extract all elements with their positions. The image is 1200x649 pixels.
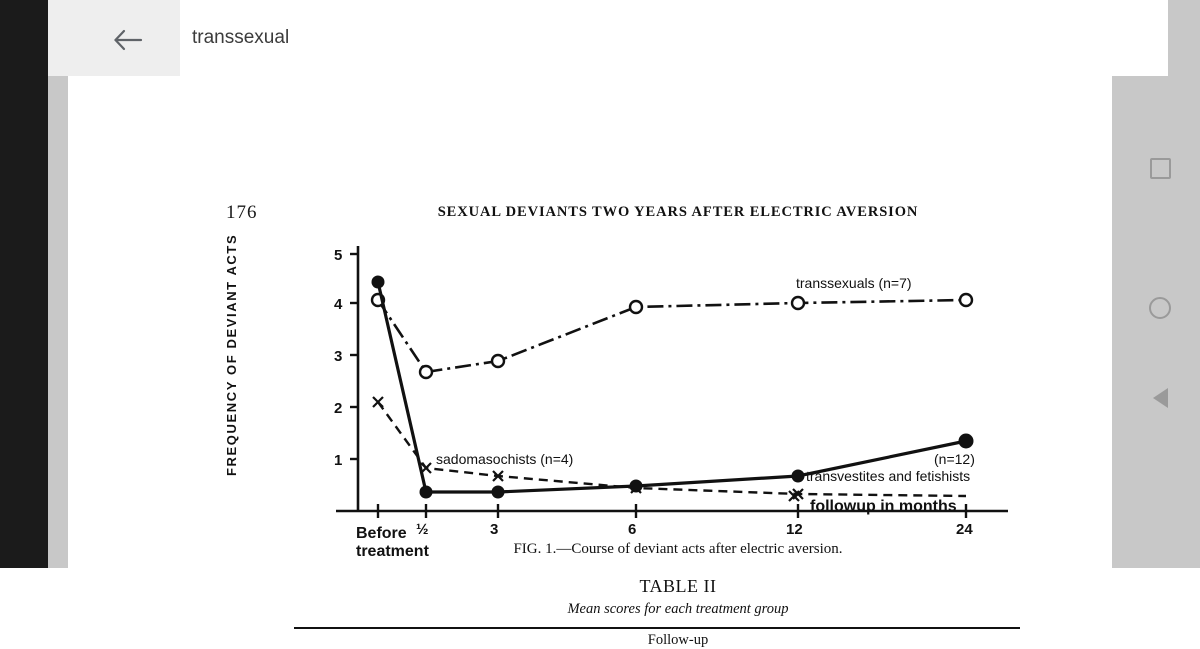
x-label-before-line1: Before — [356, 525, 407, 542]
search-input[interactable] — [180, 0, 1168, 76]
x-tick-12: 12 — [786, 521, 803, 538]
triangle-back-icon[interactable] — [1140, 378, 1180, 418]
series-label-sadomasochists: sadomasochists (n=4) — [436, 451, 574, 467]
x-label-before-line2: treatment — [356, 543, 429, 556]
table-heading: TABLE II — [639, 576, 717, 596]
circle-home-icon[interactable] — [1140, 288, 1180, 328]
series-label-transvestites: transvestites and fetishists — [806, 468, 971, 484]
y-axis-title: FREQUENCY OF DEVIANT ACTS — [224, 233, 239, 476]
figure-caption: FIG. 1.—Course of deviant acts after electric aversion. — [513, 541, 843, 557]
square-recents-icon[interactable] — [1140, 148, 1180, 188]
x-tick-24: 24 — [956, 521, 973, 538]
x-tick-3: 3 — [490, 521, 499, 538]
series-label-transsexuals: transsexuals (n=7) — [796, 275, 912, 291]
y-tick-4: 4 — [334, 296, 343, 313]
document-page — [68, 76, 1112, 648]
figure-1-chart — [218, 226, 1018, 556]
top-search-bar — [48, 0, 1120, 76]
page-number: 176 — [226, 202, 258, 223]
y-axis-ticks — [334, 247, 358, 469]
x-tick-6: 6 — [628, 521, 637, 538]
y-tick-1: 1 — [334, 452, 343, 469]
right-rail — [1120, 0, 1200, 568]
x-tick-half: ½ — [416, 521, 429, 538]
table-top-rule — [294, 627, 1020, 629]
arrow-left-icon[interactable] — [106, 18, 150, 62]
x-axis-title: followup in months — [810, 498, 957, 515]
y-tick-2: 2 — [334, 400, 343, 417]
search-input-value: transsexual — [192, 27, 290, 48]
left-rail — [0, 0, 48, 568]
running-head: SEXUAL DEVIANTS TWO YEARS AFTER ELECTRIC AVERSION — [437, 204, 919, 220]
y-tick-5: 5 — [334, 247, 343, 264]
series-transsexuals — [372, 275, 972, 378]
table-subheading: Mean scores for each treatment group — [567, 601, 789, 617]
table-column-followup: Follow-up — [647, 632, 709, 648]
sadomasochists-markers — [373, 397, 803, 501]
y-tick-3: 3 — [334, 348, 343, 365]
series-label-transvestites-n: (n=12) — [934, 451, 975, 467]
